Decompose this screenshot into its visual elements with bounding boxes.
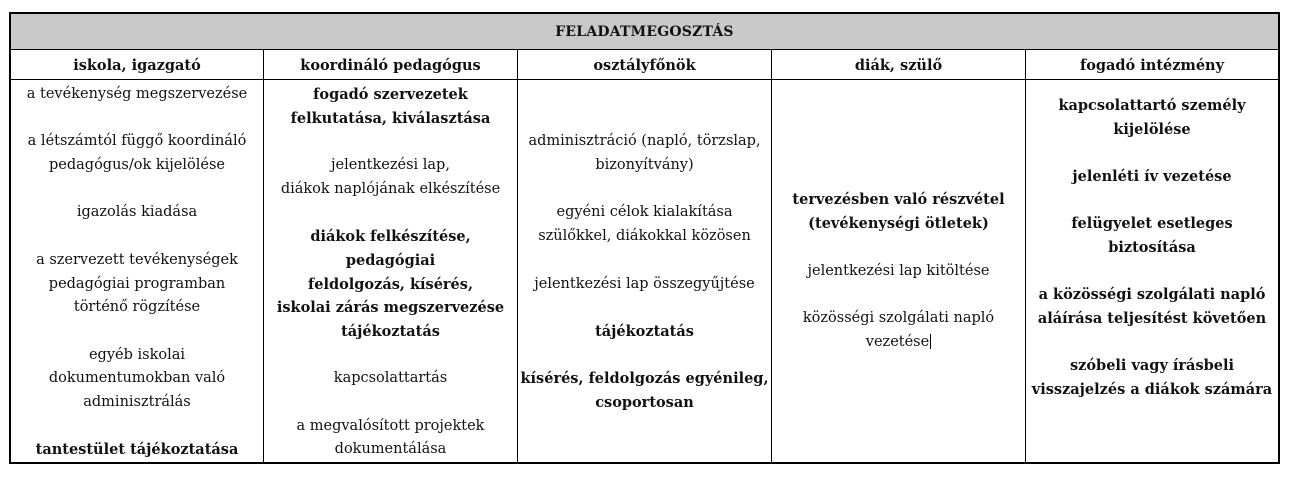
cell-line: kapcsolattartás — [333, 370, 448, 386]
cell-line: bizonyítvány) — [595, 157, 694, 173]
body-row — [11, 80, 1278, 462]
header-school-principal: iskola, igazgató — [11, 50, 264, 79]
cell-line: dokumentumokban való — [48, 370, 226, 386]
cell-line: jelentkezési lap összegyűjtése — [534, 276, 755, 292]
cell-line: aláírása teljesítést követően — [1037, 310, 1267, 327]
cell-line: a közösségi szolgálati napló — [1038, 286, 1266, 303]
cell-line: felügyelet esetleges — [1071, 215, 1233, 232]
cell-line: egyéni célok kialakítása — [556, 204, 733, 220]
cell-line: igazolás kiadása — [76, 204, 198, 220]
column-host-institution — [1026, 80, 1278, 462]
cell-line: iskolai zárás megszervezése — [276, 299, 505, 316]
header-student-parent: diák, szülő — [772, 50, 1026, 79]
cell-line: közösségi szolgálati napló — [802, 310, 995, 326]
cell-text: vezetése — [865, 334, 930, 350]
cell-line: tervezésben való részvétel — [792, 191, 1005, 208]
cell-line: történő rögzítése — [73, 299, 201, 315]
cell-line: csoportosan — [595, 394, 694, 411]
cell-line: szóbeli vagy írásbeli — [1069, 357, 1235, 374]
cell-line: kijelölése — [1113, 121, 1191, 138]
cell-line: a tevékenység megszervezése — [26, 86, 248, 102]
cell-line: a megvalósított projektek — [296, 418, 485, 434]
cell-line: jelentkezési lap, — [331, 157, 450, 173]
cell-line: dokumentálása — [334, 441, 447, 457]
column-coordinating-teacher — [264, 80, 518, 462]
text-cursor — [930, 334, 931, 349]
cell-line: fogadó szervezetek — [313, 86, 468, 103]
cell-line: tájékoztatás — [341, 323, 440, 340]
header-coordinating-teacher: koordináló pedagógus — [264, 50, 518, 79]
cell-line: tájékoztatás — [595, 323, 694, 340]
header-row — [11, 50, 1278, 80]
cell-line — [772, 331, 1025, 355]
cell-line: tantestület tájékoztatása — [35, 441, 239, 458]
cell-line: kapcsolattartó személy — [1058, 97, 1246, 114]
cell-line: szülőkkel, diákokkal közösen — [538, 228, 751, 244]
table-title: FELADATMEGOSZTÁS — [11, 14, 1278, 50]
cell-line: pedagógiai — [345, 252, 436, 269]
cell-line: adminisztráció (napló, törzslap, — [528, 133, 761, 149]
cell-line: a szervezett tevékenységek — [36, 252, 238, 268]
cell-line: biztosítása — [1108, 239, 1196, 256]
cell-line: pedagógus/ok kijelölése — [49, 157, 225, 173]
header-host-institution: fogadó intézmény — [1079, 56, 1225, 74]
cell-line: (tevékenységi ötletek) — [808, 215, 989, 232]
cell-line: diákok felkészítése, — [310, 228, 471, 245]
cell-line: jelenléti ív vezetése — [1072, 168, 1232, 185]
cell-line: a létszámtól függő koordináló — [27, 133, 247, 149]
cell-line: jelentkezési lap kitöltése — [807, 263, 990, 279]
cell-line: diákok naplójának elkészítése — [280, 181, 501, 197]
cell-line: kísérés, feldolgozás egyénileg, — [520, 370, 769, 387]
cell-line: visszajelzés a diákok számára — [1031, 381, 1273, 398]
column-class-teacher — [518, 80, 772, 462]
cell-line: egyéb iskolai — [88, 347, 186, 363]
cell-line: adminisztrálás — [83, 394, 191, 410]
cell-line: felkutatása, kiválasztása — [290, 110, 491, 127]
column-school-principal — [11, 80, 264, 462]
column-student-parent — [772, 80, 1026, 462]
cell-line: pedagógiai programban — [48, 276, 226, 292]
task-distribution-table — [9, 12, 1280, 464]
header-class-teacher: osztályfőnök — [518, 50, 772, 79]
cell-line: feldolgozás, kísérés, — [307, 276, 473, 293]
